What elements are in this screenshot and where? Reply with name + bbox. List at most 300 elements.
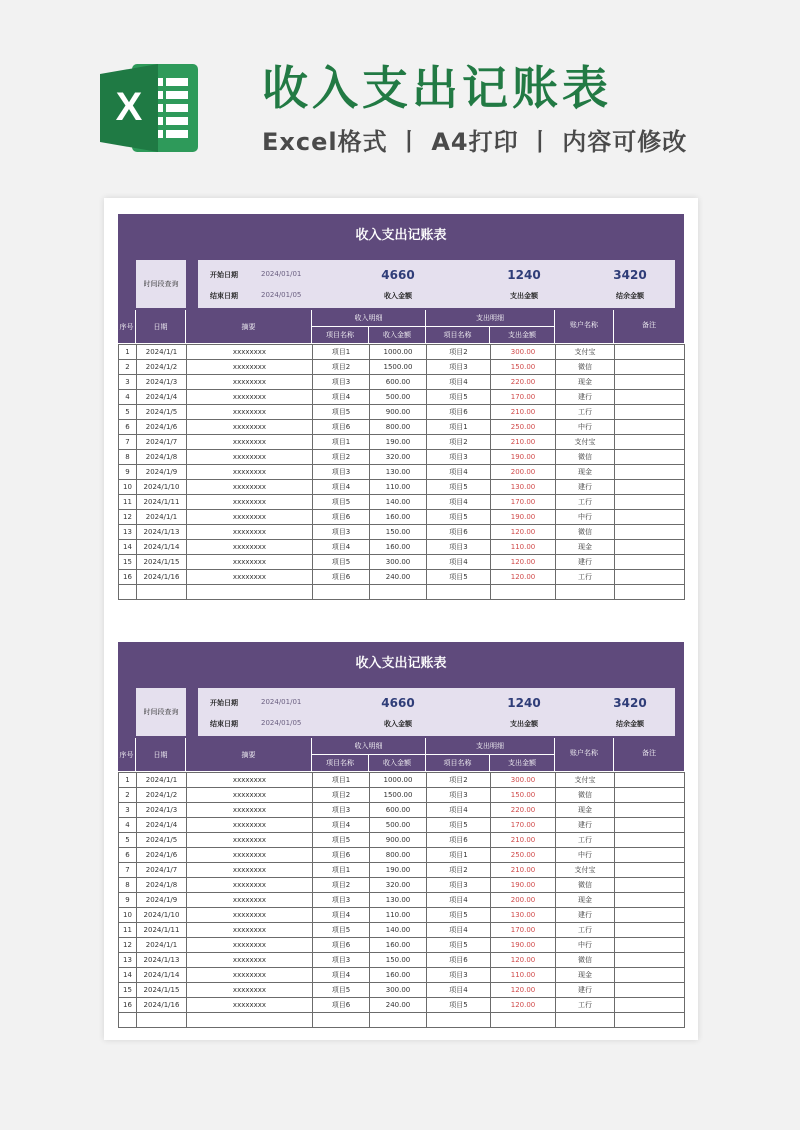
cell-date[interactable]: 2024/1/13: [137, 953, 187, 968]
cell-income-amount[interactable]: 800.00: [370, 420, 427, 435]
cell-seq[interactable]: 5: [119, 405, 137, 420]
cell-summary[interactable]: xxxxxxxx: [187, 435, 313, 450]
cell-income-amount[interactable]: 500.00: [370, 390, 427, 405]
cell-expense-amount[interactable]: 120.00: [491, 953, 556, 968]
cell-seq[interactable]: 14: [119, 540, 137, 555]
cell-expense-amount[interactable]: 210.00: [491, 435, 556, 450]
cell-account[interactable]: 微信: [556, 360, 615, 375]
cell-expense-item[interactable]: 项目5: [427, 480, 491, 495]
cell-expense-item[interactable]: 项目4: [427, 923, 491, 938]
cell-account[interactable]: 中行: [556, 938, 615, 953]
cell-date[interactable]: 2024/1/7: [137, 863, 187, 878]
cell-note[interactable]: [615, 480, 685, 495]
cell-note[interactable]: [615, 540, 685, 555]
cell-expense-item[interactable]: 项目2: [427, 345, 491, 360]
cell-expense-item[interactable]: 项目3: [427, 968, 491, 983]
cell-income-amount[interactable]: 160.00: [370, 938, 427, 953]
cell-expense-amount[interactable]: 250.00: [491, 848, 556, 863]
cell-seq[interactable]: 14: [119, 968, 137, 983]
cell-summary[interactable]: xxxxxxxx: [187, 833, 313, 848]
cell-seq[interactable]: 2: [119, 360, 137, 375]
cell-income-item[interactable]: 项目3: [313, 953, 370, 968]
cell-summary[interactable]: xxxxxxxx: [187, 405, 313, 420]
cell-summary[interactable]: xxxxxxxx: [187, 893, 313, 908]
cell-summary[interactable]: xxxxxxxx: [187, 923, 313, 938]
cell-account[interactable]: 工行: [556, 405, 615, 420]
cell-income-amount[interactable]: 320.00: [370, 878, 427, 893]
cell-income-item[interactable]: 项目6: [313, 998, 370, 1013]
cell-summary[interactable]: xxxxxxxx: [187, 375, 313, 390]
cell-note[interactable]: [615, 773, 685, 788]
start-date-value[interactable]: 2024/01/01: [261, 270, 302, 278]
cell-seq[interactable]: 1: [119, 345, 137, 360]
cell-expense-amount[interactable]: 190.00: [491, 510, 556, 525]
cell-expense-item[interactable]: [427, 585, 491, 600]
cell-income-item[interactable]: 项目6: [313, 848, 370, 863]
cell-account[interactable]: 现金: [556, 375, 615, 390]
cell-account[interactable]: 工行: [556, 923, 615, 938]
cell-expense-item[interactable]: 项目4: [427, 465, 491, 480]
cell-seq[interactable]: 16: [119, 998, 137, 1013]
cell-expense-item[interactable]: 项目4: [427, 893, 491, 908]
cell-income-item[interactable]: 项目4: [313, 968, 370, 983]
cell-income-item[interactable]: 项目1: [313, 435, 370, 450]
cell-expense-amount[interactable]: 170.00: [491, 818, 556, 833]
cell-seq[interactable]: 9: [119, 893, 137, 908]
cell-seq[interactable]: 16: [119, 570, 137, 585]
cell-note[interactable]: [615, 360, 685, 375]
cell-note[interactable]: [615, 420, 685, 435]
cell-expense-item[interactable]: 项目4: [427, 803, 491, 818]
cell-expense-amount[interactable]: 130.00: [491, 480, 556, 495]
cell-expense-item[interactable]: 项目6: [427, 405, 491, 420]
cell-date[interactable]: 2024/1/16: [137, 570, 187, 585]
cell-seq[interactable]: 10: [119, 480, 137, 495]
cell-income-amount[interactable]: 110.00: [370, 908, 427, 923]
cell-note[interactable]: [615, 555, 685, 570]
cell-summary[interactable]: xxxxxxxx: [187, 998, 313, 1013]
cell-date[interactable]: 2024/1/11: [137, 923, 187, 938]
cell-account[interactable]: 建行: [556, 390, 615, 405]
cell-date[interactable]: 2024/1/10: [137, 480, 187, 495]
cell-account[interactable]: 支付宝: [556, 773, 615, 788]
cell-note[interactable]: [615, 833, 685, 848]
cell-note[interactable]: [615, 1013, 685, 1028]
cell-income-amount[interactable]: [370, 1013, 427, 1028]
cell-income-amount[interactable]: 240.00: [370, 570, 427, 585]
cell-seq[interactable]: 2: [119, 788, 137, 803]
cell-income-amount[interactable]: 160.00: [370, 510, 427, 525]
cell-expense-amount[interactable]: 300.00: [491, 345, 556, 360]
cell-expense-item[interactable]: 项目4: [427, 983, 491, 998]
cell-expense-item[interactable]: 项目3: [427, 360, 491, 375]
cell-seq[interactable]: 15: [119, 983, 137, 998]
end-date-value[interactable]: 2024/01/05: [261, 291, 302, 299]
cell-date[interactable]: 2024/1/7: [137, 435, 187, 450]
cell-income-amount[interactable]: 1500.00: [370, 788, 427, 803]
cell-note[interactable]: [615, 390, 685, 405]
cell-note[interactable]: [615, 848, 685, 863]
cell-income-item[interactable]: [313, 585, 370, 600]
cell-expense-item[interactable]: 项目6: [427, 953, 491, 968]
cell-note[interactable]: [615, 953, 685, 968]
cell-seq[interactable]: 8: [119, 450, 137, 465]
cell-seq[interactable]: [119, 585, 137, 600]
cell-account[interactable]: 支付宝: [556, 435, 615, 450]
cell-expense-amount[interactable]: 150.00: [491, 788, 556, 803]
cell-account[interactable]: 中行: [556, 848, 615, 863]
cell-income-amount[interactable]: 130.00: [370, 465, 427, 480]
cell-date[interactable]: 2024/1/6: [137, 848, 187, 863]
cell-expense-amount[interactable]: 200.00: [491, 465, 556, 480]
cell-date[interactable]: 2024/1/5: [137, 833, 187, 848]
cell-note[interactable]: [615, 878, 685, 893]
cell-summary[interactable]: xxxxxxxx: [187, 555, 313, 570]
cell-summary[interactable]: xxxxxxxx: [187, 863, 313, 878]
cell-expense-amount[interactable]: 250.00: [491, 420, 556, 435]
cell-seq[interactable]: 12: [119, 938, 137, 953]
cell-income-item[interactable]: 项目6: [313, 938, 370, 953]
cell-income-item[interactable]: [313, 1013, 370, 1028]
cell-income-item[interactable]: 项目4: [313, 540, 370, 555]
cell-account[interactable]: 中行: [556, 510, 615, 525]
cell-income-amount[interactable]: 160.00: [370, 968, 427, 983]
cell-summary[interactable]: xxxxxxxx: [187, 818, 313, 833]
cell-income-item[interactable]: 项目5: [313, 405, 370, 420]
cell-summary[interactable]: xxxxxxxx: [187, 968, 313, 983]
cell-seq[interactable]: 8: [119, 878, 137, 893]
cell-income-amount[interactable]: 110.00: [370, 480, 427, 495]
cell-note[interactable]: [615, 893, 685, 908]
start-date-value[interactable]: 2024/01/01: [261, 698, 302, 706]
cell-date[interactable]: 2024/1/9: [137, 893, 187, 908]
cell-expense-amount[interactable]: 220.00: [491, 375, 556, 390]
cell-seq[interactable]: 3: [119, 803, 137, 818]
cell-expense-amount[interactable]: 130.00: [491, 908, 556, 923]
cell-seq[interactable]: 11: [119, 495, 137, 510]
cell-note[interactable]: [615, 345, 685, 360]
cell-income-item[interactable]: 项目3: [313, 893, 370, 908]
cell-income-item[interactable]: 项目3: [313, 525, 370, 540]
cell-account[interactable]: 支付宝: [556, 345, 615, 360]
cell-date[interactable]: 2024/1/3: [137, 803, 187, 818]
cell-note[interactable]: [615, 465, 685, 480]
cell-date[interactable]: 2024/1/14: [137, 540, 187, 555]
cell-expense-amount[interactable]: 170.00: [491, 495, 556, 510]
cell-expense-item[interactable]: 项目5: [427, 510, 491, 525]
cell-income-amount[interactable]: 1000.00: [370, 773, 427, 788]
cell-date[interactable]: 2024/1/6: [137, 420, 187, 435]
cell-summary[interactable]: xxxxxxxx: [187, 525, 313, 540]
cell-income-item[interactable]: 项目1: [313, 345, 370, 360]
cell-seq[interactable]: 5: [119, 833, 137, 848]
cell-expense-item[interactable]: 项目6: [427, 833, 491, 848]
cell-income-item[interactable]: 项目4: [313, 480, 370, 495]
cell-summary[interactable]: xxxxxxxx: [187, 345, 313, 360]
cell-summary[interactable]: xxxxxxxx: [187, 510, 313, 525]
cell-summary[interactable]: xxxxxxxx: [187, 420, 313, 435]
cell-income-item[interactable]: 项目5: [313, 555, 370, 570]
cell-note[interactable]: [615, 375, 685, 390]
cell-account[interactable]: 微信: [556, 878, 615, 893]
cell-date[interactable]: 2024/1/5: [137, 405, 187, 420]
cell-date[interactable]: 2024/1/2: [137, 788, 187, 803]
cell-expense-amount[interactable]: 220.00: [491, 803, 556, 818]
cell-account[interactable]: 工行: [556, 570, 615, 585]
cell-income-item[interactable]: 项目6: [313, 510, 370, 525]
cell-date[interactable]: 2024/1/1: [137, 938, 187, 953]
cell-summary[interactable]: xxxxxxxx: [187, 570, 313, 585]
cell-income-amount[interactable]: 240.00: [370, 998, 427, 1013]
cell-date[interactable]: 2024/1/9: [137, 465, 187, 480]
cell-date[interactable]: 2024/1/8: [137, 450, 187, 465]
cell-summary[interactable]: xxxxxxxx: [187, 465, 313, 480]
cell-income-amount[interactable]: 320.00: [370, 450, 427, 465]
cell-income-item[interactable]: 项目3: [313, 375, 370, 390]
cell-note[interactable]: [615, 998, 685, 1013]
cell-account[interactable]: 现金: [556, 540, 615, 555]
cell-account[interactable]: [556, 1013, 615, 1028]
cell-expense-item[interactable]: [427, 1013, 491, 1028]
cell-income-item[interactable]: 项目4: [313, 390, 370, 405]
cell-seq[interactable]: 4: [119, 390, 137, 405]
cell-date[interactable]: 2024/1/10: [137, 908, 187, 923]
cell-account[interactable]: 现金: [556, 893, 615, 908]
end-date-value[interactable]: 2024/01/05: [261, 719, 302, 727]
cell-income-item[interactable]: 项目4: [313, 908, 370, 923]
cell-income-amount[interactable]: 1000.00: [370, 345, 427, 360]
cell-date[interactable]: 2024/1/13: [137, 525, 187, 540]
cell-date[interactable]: 2024/1/2: [137, 360, 187, 375]
cell-income-amount[interactable]: 300.00: [370, 983, 427, 998]
cell-income-amount[interactable]: 130.00: [370, 893, 427, 908]
cell-seq[interactable]: 3: [119, 375, 137, 390]
cell-income-amount[interactable]: 150.00: [370, 525, 427, 540]
cell-note[interactable]: [615, 863, 685, 878]
cell-account[interactable]: 建行: [556, 480, 615, 495]
cell-expense-item[interactable]: 项目2: [427, 863, 491, 878]
cell-expense-item[interactable]: 项目4: [427, 495, 491, 510]
cell-account[interactable]: 工行: [556, 495, 615, 510]
cell-seq[interactable]: 15: [119, 555, 137, 570]
cell-income-item[interactable]: 项目3: [313, 803, 370, 818]
cell-date[interactable]: 2024/1/14: [137, 968, 187, 983]
cell-expense-amount[interactable]: 110.00: [491, 968, 556, 983]
cell-income-item[interactable]: 项目1: [313, 863, 370, 878]
cell-account[interactable]: 微信: [556, 450, 615, 465]
cell-income-amount[interactable]: 300.00: [370, 555, 427, 570]
cell-expense-item[interactable]: 项目4: [427, 555, 491, 570]
cell-expense-item[interactable]: 项目4: [427, 375, 491, 390]
cell-seq[interactable]: 6: [119, 420, 137, 435]
cell-note[interactable]: [615, 938, 685, 953]
cell-expense-item[interactable]: 项目3: [427, 450, 491, 465]
cell-expense-amount[interactable]: 120.00: [491, 525, 556, 540]
cell-seq[interactable]: 9: [119, 465, 137, 480]
cell-income-amount[interactable]: 190.00: [370, 435, 427, 450]
cell-seq[interactable]: 6: [119, 848, 137, 863]
cell-summary[interactable]: xxxxxxxx: [187, 773, 313, 788]
cell-income-amount[interactable]: 160.00: [370, 540, 427, 555]
cell-date[interactable]: 2024/1/3: [137, 375, 187, 390]
cell-summary[interactable]: [187, 1013, 313, 1028]
cell-expense-item[interactable]: 项目3: [427, 540, 491, 555]
cell-summary[interactable]: xxxxxxxx: [187, 788, 313, 803]
cell-expense-amount[interactable]: 150.00: [491, 360, 556, 375]
cell-income-item[interactable]: 项目2: [313, 450, 370, 465]
cell-income-amount[interactable]: [370, 585, 427, 600]
cell-seq[interactable]: 13: [119, 953, 137, 968]
cell-summary[interactable]: xxxxxxxx: [187, 953, 313, 968]
cell-date[interactable]: 2024/1/16: [137, 998, 187, 1013]
cell-expense-amount[interactable]: 190.00: [491, 878, 556, 893]
cell-account[interactable]: 现金: [556, 465, 615, 480]
cell-account[interactable]: 中行: [556, 420, 615, 435]
cell-seq[interactable]: 1: [119, 773, 137, 788]
cell-seq[interactable]: 4: [119, 818, 137, 833]
cell-account[interactable]: 建行: [556, 983, 615, 998]
cell-income-amount[interactable]: 800.00: [370, 848, 427, 863]
cell-summary[interactable]: xxxxxxxx: [187, 450, 313, 465]
cell-income-amount[interactable]: 500.00: [370, 818, 427, 833]
cell-expense-amount[interactable]: 120.00: [491, 998, 556, 1013]
cell-summary[interactable]: xxxxxxxx: [187, 540, 313, 555]
cell-income-amount[interactable]: 900.00: [370, 833, 427, 848]
cell-income-item[interactable]: 项目3: [313, 465, 370, 480]
cell-summary[interactable]: xxxxxxxx: [187, 480, 313, 495]
cell-income-item[interactable]: 项目5: [313, 923, 370, 938]
cell-income-item[interactable]: 项目5: [313, 833, 370, 848]
cell-date[interactable]: 2024/1/1: [137, 773, 187, 788]
cell-expense-item[interactable]: 项目3: [427, 788, 491, 803]
cell-summary[interactable]: xxxxxxxx: [187, 908, 313, 923]
cell-account[interactable]: 现金: [556, 968, 615, 983]
cell-summary[interactable]: xxxxxxxx: [187, 803, 313, 818]
cell-income-amount[interactable]: 600.00: [370, 375, 427, 390]
cell-note[interactable]: [615, 495, 685, 510]
cell-expense-item[interactable]: 项目6: [427, 525, 491, 540]
cell-summary[interactable]: xxxxxxxx: [187, 878, 313, 893]
cell-expense-amount[interactable]: 210.00: [491, 405, 556, 420]
cell-expense-amount[interactable]: 120.00: [491, 983, 556, 998]
cell-expense-item[interactable]: 项目5: [427, 818, 491, 833]
cell-account[interactable]: [556, 585, 615, 600]
cell-account[interactable]: 建行: [556, 818, 615, 833]
cell-seq[interactable]: 11: [119, 923, 137, 938]
cell-income-item[interactable]: 项目4: [313, 818, 370, 833]
cell-expense-item[interactable]: 项目5: [427, 938, 491, 953]
cell-expense-item[interactable]: 项目2: [427, 773, 491, 788]
cell-income-item[interactable]: 项目1: [313, 773, 370, 788]
cell-income-item[interactable]: 项目5: [313, 983, 370, 998]
cell-seq[interactable]: 7: [119, 863, 137, 878]
cell-summary[interactable]: xxxxxxxx: [187, 390, 313, 405]
cell-expense-item[interactable]: 项目5: [427, 908, 491, 923]
cell-seq[interactable]: 12: [119, 510, 137, 525]
cell-expense-amount[interactable]: 170.00: [491, 923, 556, 938]
cell-account[interactable]: 支付宝: [556, 863, 615, 878]
cell-income-amount[interactable]: 900.00: [370, 405, 427, 420]
cell-expense-amount[interactable]: 300.00: [491, 773, 556, 788]
cell-income-amount[interactable]: 190.00: [370, 863, 427, 878]
cell-income-amount[interactable]: 1500.00: [370, 360, 427, 375]
cell-note[interactable]: [615, 435, 685, 450]
cell-income-item[interactable]: 项目6: [313, 570, 370, 585]
cell-expense-item[interactable]: 项目2: [427, 435, 491, 450]
cell-date[interactable]: 2024/1/15: [137, 983, 187, 998]
cell-expense-item[interactable]: 项目5: [427, 570, 491, 585]
cell-summary[interactable]: xxxxxxxx: [187, 495, 313, 510]
cell-note[interactable]: [615, 818, 685, 833]
cell-date[interactable]: 2024/1/1: [137, 345, 187, 360]
cell-expense-item[interactable]: 项目5: [427, 390, 491, 405]
cell-account[interactable]: 微信: [556, 525, 615, 540]
cell-note[interactable]: [615, 908, 685, 923]
cell-income-amount[interactable]: 140.00: [370, 495, 427, 510]
cell-summary[interactable]: [187, 585, 313, 600]
cell-date[interactable]: 2024/1/8: [137, 878, 187, 893]
cell-note[interactable]: [615, 968, 685, 983]
cell-seq[interactable]: 13: [119, 525, 137, 540]
cell-income-item[interactable]: 项目2: [313, 788, 370, 803]
cell-account[interactable]: 建行: [556, 555, 615, 570]
cell-income-amount[interactable]: 600.00: [370, 803, 427, 818]
cell-note[interactable]: [615, 450, 685, 465]
cell-date[interactable]: 2024/1/11: [137, 495, 187, 510]
cell-expense-item[interactable]: 项目1: [427, 848, 491, 863]
cell-summary[interactable]: xxxxxxxx: [187, 938, 313, 953]
cell-expense-amount[interactable]: [491, 585, 556, 600]
cell-expense-amount[interactable]: 190.00: [491, 938, 556, 953]
cell-note[interactable]: [615, 803, 685, 818]
cell-note[interactable]: [615, 585, 685, 600]
cell-date[interactable]: [137, 1013, 187, 1028]
cell-income-item[interactable]: 项目6: [313, 420, 370, 435]
cell-summary[interactable]: xxxxxxxx: [187, 983, 313, 998]
cell-expense-amount[interactable]: 210.00: [491, 833, 556, 848]
cell-note[interactable]: [615, 510, 685, 525]
cell-account[interactable]: 微信: [556, 953, 615, 968]
cell-expense-item[interactable]: 项目5: [427, 998, 491, 1013]
cell-expense-amount[interactable]: 120.00: [491, 555, 556, 570]
cell-income-amount[interactable]: 140.00: [370, 923, 427, 938]
cell-account[interactable]: 工行: [556, 998, 615, 1013]
cell-note[interactable]: [615, 525, 685, 540]
cell-expense-amount[interactable]: 110.00: [491, 540, 556, 555]
cell-seq[interactable]: [119, 1013, 137, 1028]
cell-date[interactable]: 2024/1/15: [137, 555, 187, 570]
cell-expense-amount[interactable]: 170.00: [491, 390, 556, 405]
cell-summary[interactable]: xxxxxxxx: [187, 848, 313, 863]
cell-expense-item[interactable]: 项目3: [427, 878, 491, 893]
cell-note[interactable]: [615, 788, 685, 803]
cell-income-item[interactable]: 项目2: [313, 360, 370, 375]
cell-note[interactable]: [615, 570, 685, 585]
cell-expense-item[interactable]: 项目1: [427, 420, 491, 435]
cell-account[interactable]: 工行: [556, 833, 615, 848]
cell-expense-amount[interactable]: [491, 1013, 556, 1028]
cell-note[interactable]: [615, 983, 685, 998]
cell-seq[interactable]: 7: [119, 435, 137, 450]
cell-expense-amount[interactable]: 120.00: [491, 570, 556, 585]
cell-date[interactable]: 2024/1/1: [137, 510, 187, 525]
cell-expense-amount[interactable]: 210.00: [491, 863, 556, 878]
cell-account[interactable]: 微信: [556, 788, 615, 803]
cell-income-item[interactable]: 项目5: [313, 495, 370, 510]
cell-account[interactable]: 现金: [556, 803, 615, 818]
cell-note[interactable]: [615, 405, 685, 420]
cell-expense-amount[interactable]: 190.00: [491, 450, 556, 465]
